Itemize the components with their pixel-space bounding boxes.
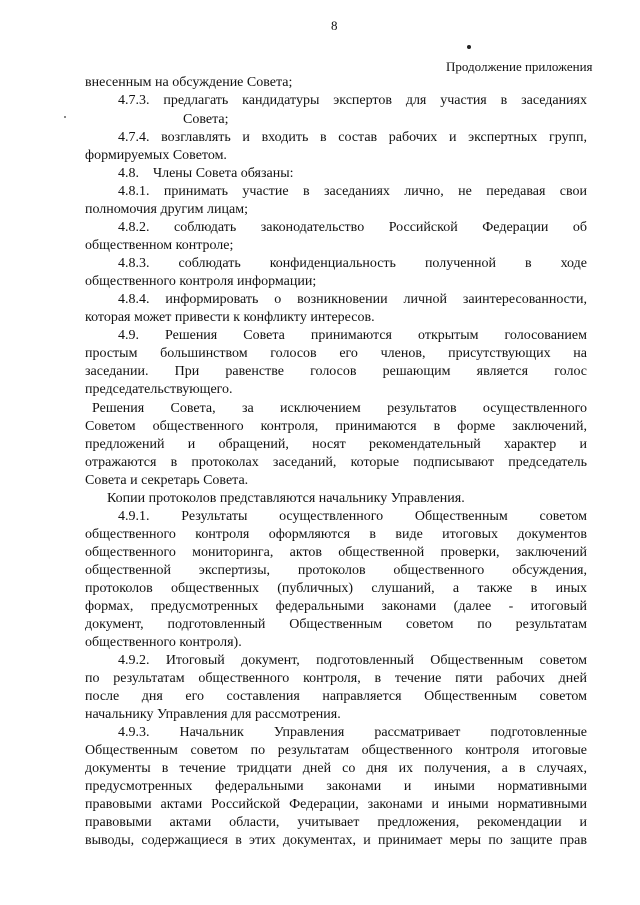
text-line: после дня его составления направляется Общественным советом: [85, 689, 587, 704]
text-line: заседании. При равенстве голосов решающим является голос: [85, 364, 587, 379]
text-line: общественном контроле;: [85, 238, 234, 253]
text-line: протоколов общественных (публичных) слушаний, а также в иных: [85, 581, 587, 596]
text-line: внесенным на обсуждение Совета;: [85, 75, 293, 90]
text-line: правовыми актами Российской Федерации, законами и иными нормативными: [85, 797, 587, 812]
text-line: начальнику Управления для рассмотрения.: [85, 707, 341, 722]
text-line: 4.8. Члены Совета обязаны:: [118, 166, 294, 181]
text-line: 4.7.4. возглавлять и входить в состав рабочих и экспертных групп,: [118, 130, 587, 145]
text-line: Общественным советом по результатам общественного контроля итоговые: [85, 743, 587, 758]
text-line: 4.7.3. предлагать кандидатуры экспертов для участия в заседаниях: [118, 93, 587, 108]
text-line: общественного контроля информации;: [85, 274, 317, 289]
text-line: 4.9.3. Начальник Управления рассматривает подготовленные: [118, 725, 587, 740]
margin-mark: [64, 116, 66, 118]
ink-dot: [467, 45, 471, 49]
text-line: общественного контроля).: [85, 635, 242, 650]
text-line: председательствующего.: [85, 382, 233, 397]
text-line: 4.8.3. соблюдать конфиденциальность полученной в ходе: [118, 256, 587, 271]
text-line: общественного контроля оформляются в виде итоговых документов: [85, 527, 587, 542]
text-line: Советом общественного контроля, принимаются в форме заключений,: [85, 419, 587, 434]
text-line: общественного мониторинга, актов общественной проверки, заключений: [85, 545, 587, 560]
text-line: документ, подготовленный Общественным советом по результатам: [85, 617, 587, 632]
text-line: 4.9.2. Итоговый документ, подготовленный Общественным советом: [118, 653, 587, 668]
text-line: Совета;: [183, 112, 229, 127]
text-line: правовыми актами области, учитывает предложения, рекомендации и: [85, 815, 587, 830]
text-line: 4.9. Решения Совета принимаются открытым голосованием: [118, 328, 587, 343]
text-line: выводы, содержащиеся в этих документах, и принимает меры по защите прав: [85, 833, 587, 848]
text-line: Решения Совета, за исключением результатов осуществленного: [92, 401, 587, 416]
page-number: 8: [331, 18, 338, 33]
text-line: 4.9.1. Результаты осуществленного Общественным советом: [118, 509, 587, 524]
text-line: общественной экспертизы, протоколов общественного обсуждения,: [85, 563, 587, 578]
text-line: формах, предусмотренных федеральными законами (далее - итоговый: [85, 599, 587, 614]
text-line: формируемых Советом.: [85, 148, 227, 163]
text-line: Копии протоколов представляются начальнику Управления.: [107, 491, 465, 506]
text-line: 4.8.4. информировать о возникновении личной заинтересованности,: [118, 292, 587, 307]
text-line: 4.8.2. соблюдать законодательство Российской Федерации об: [118, 220, 587, 235]
text-line: документы в течение тридцати дней со дня их получения, а в случаях,: [85, 761, 587, 776]
text-line: 4.8.1. принимать участие в заседаниях лично, не передавая свои: [118, 184, 587, 199]
text-line: предусмотренных федеральными законами и иными нормативными: [85, 779, 587, 794]
text-line: полномочия другим лицам;: [85, 202, 248, 217]
header-note: Продолжение приложения: [446, 59, 593, 74]
text-line: Совета и секретарь Совета.: [85, 473, 249, 488]
text-line: которая может привести к конфликту интересов.: [85, 310, 375, 325]
text-line: по результатам общественного контроля, в течение пяти рабочих дней: [85, 671, 587, 686]
text-line: простым большинством голосов его членов, присутствующих на: [85, 346, 587, 361]
text-line: отражаются в протоколах заседаний, которые подписывают председатель: [85, 455, 587, 470]
text-line: предложений и обращений, носят рекомендательный характер и: [85, 437, 587, 452]
